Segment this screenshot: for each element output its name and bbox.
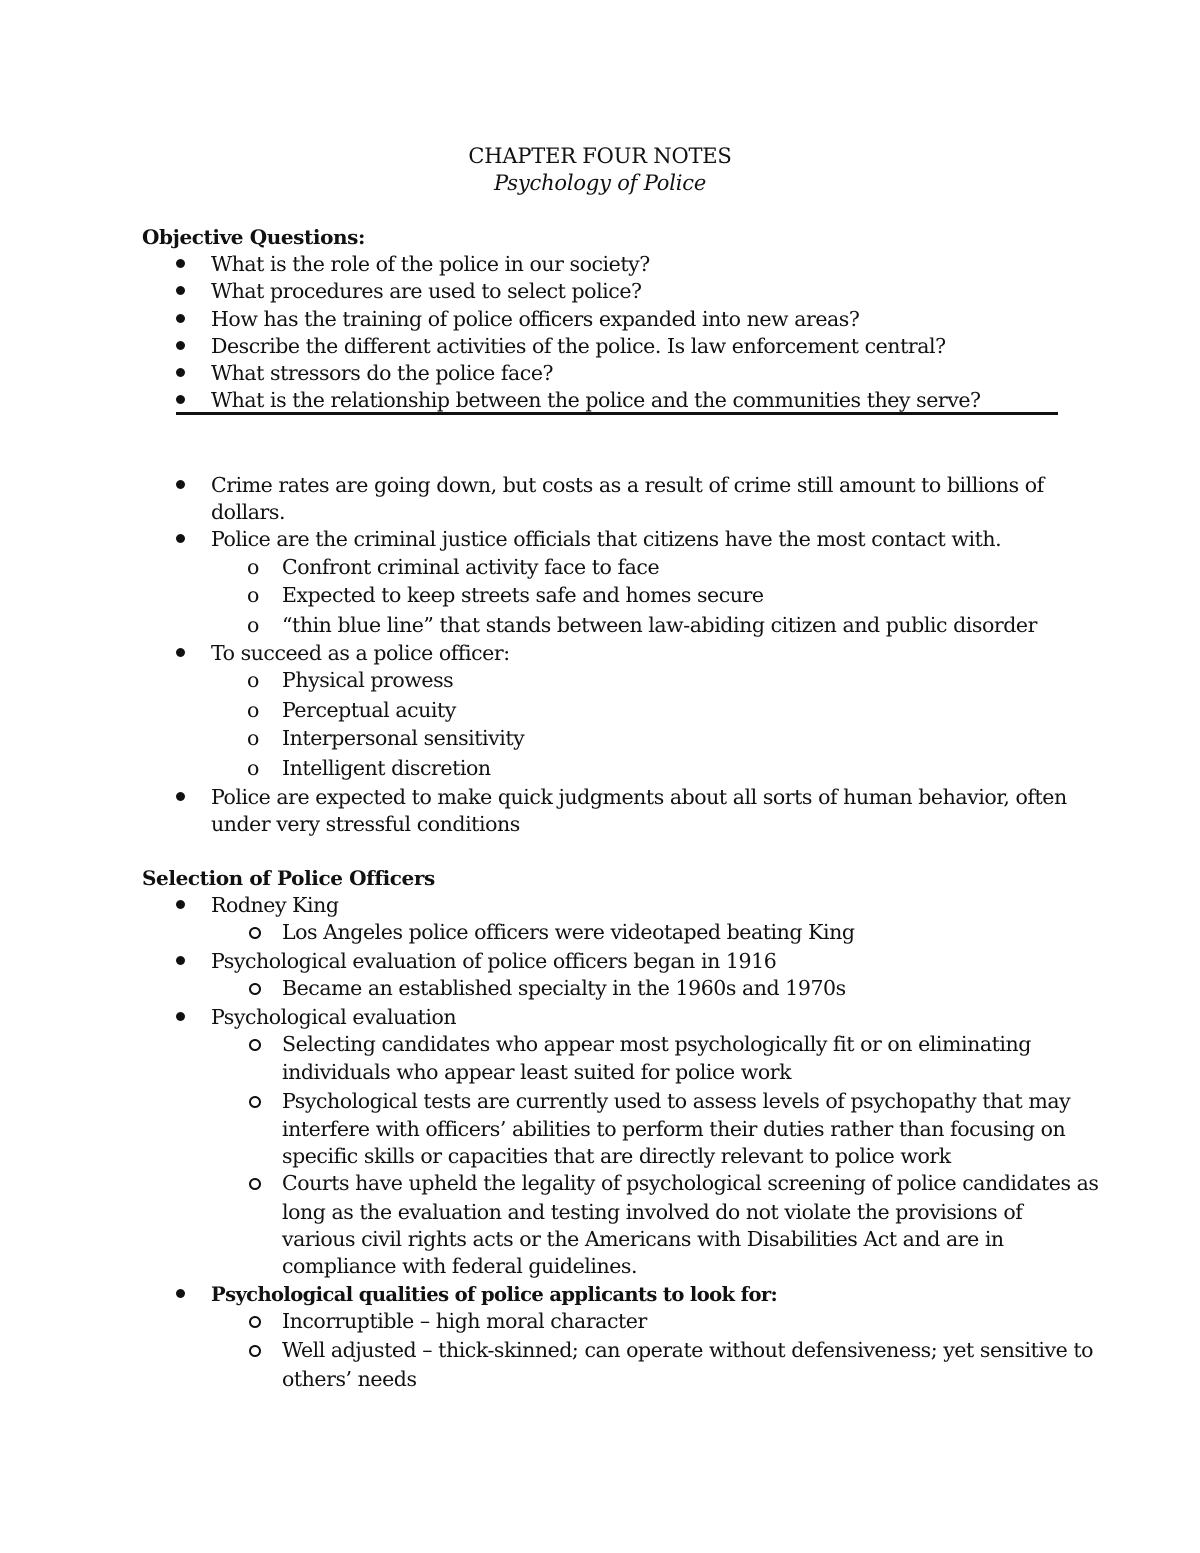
succeed-sub-3: Interpersonal sensitivity	[282, 726, 525, 750]
succeed-text: To succeed as a police officer:	[211, 641, 510, 665]
qualities-heading: Psychological qualities of police applicants to look for:	[211, 1283, 778, 1306]
bullet-icon	[176, 480, 185, 489]
police-contact-sub-3: “thin blue line” that stands between law-abiding citizen and public disorder	[282, 613, 1037, 637]
bullet-icon	[176, 286, 185, 295]
police-contact-text: Police are the criminal justice officials that citizens have the most contact with.	[211, 527, 1002, 551]
bullet-icon	[176, 259, 185, 268]
sub-bullet-marker: o	[247, 583, 260, 607]
sub-bullet-icon	[249, 983, 261, 995]
bullet-icon	[176, 1012, 185, 1021]
rodney-king-sub-1: Los Angeles police officers were videotaped beating King	[282, 920, 855, 944]
qualities-sub-2-line-1: Well adjusted – thick-skinned; can operate without defensiveness; yet sensitive to	[282, 1338, 1094, 1362]
psych-eval-sub-3-line-4: compliance with federal guidelines.	[282, 1254, 638, 1278]
crime-rates-line-1: Crime rates are going down, but costs as a result of crime still amount to billions of	[211, 473, 1044, 497]
page-title: CHAPTER FOUR NOTES	[468, 144, 732, 168]
sub-bullet-icon	[249, 1316, 261, 1328]
psych-eval-sub-1-line-2: individuals who appear least suited for police work	[282, 1060, 792, 1084]
sub-bullet-icon	[249, 1039, 261, 1051]
question-3: How has the training of police officers expanded into new areas?	[211, 307, 860, 331]
psych-eval-sub-2-line-2: interfere with officers’ abilities to perform their duties rather than focusing on	[282, 1117, 1066, 1141]
bullet-icon	[176, 395, 185, 404]
sub-bullet-marker: o	[247, 668, 260, 692]
quick-judgments-line-2: under very stressful conditions	[211, 812, 520, 836]
rodney-king-text: Rodney King	[211, 893, 339, 917]
question-2: What procedures are used to select police?	[211, 279, 642, 303]
question-5: What stressors do the police face?	[211, 361, 554, 385]
succeed-sub-2: Perceptual acuity	[282, 698, 456, 722]
bullet-icon	[176, 648, 185, 657]
police-contact-sub-1: Confront criminal activity face to face	[282, 555, 660, 579]
selection-heading: Selection of Police Officers	[142, 866, 435, 890]
sub-bullet-icon	[249, 1178, 261, 1190]
sub-bullet-marker: o	[247, 555, 260, 579]
qualities-sub-1: Incorruptible – high moral character	[282, 1309, 647, 1333]
bullet-icon	[176, 792, 185, 801]
bullet-icon	[176, 956, 185, 965]
psych-eval-sub-2-line-1: Psychological tests are currently used to assess levels of psychopathy that may	[282, 1089, 1071, 1113]
succeed-sub-1: Physical prowess	[282, 668, 454, 692]
bullet-icon	[176, 314, 185, 323]
bullet-icon	[176, 1289, 185, 1298]
sub-bullet-marker: o	[247, 756, 260, 780]
psych-eval-sub-3-line-1: Courts have upheld the legality of psychological screening of police candidates as	[282, 1171, 1099, 1195]
sub-bullet-icon	[249, 1096, 261, 1108]
quick-judgments-line-1: Police are expected to make quick judgments about all sorts of human behavior, often	[211, 785, 1067, 809]
psych-eval-sub-3-line-3: various civil rights acts or the Americans with Disabilities Act and are in	[282, 1227, 1004, 1251]
police-contact-sub-2: Expected to keep streets safe and homes secure	[282, 583, 764, 607]
sub-bullet-icon	[249, 1345, 261, 1357]
succeed-sub-4: Intelligent discretion	[282, 756, 491, 780]
sub-bullet-marker: o	[247, 698, 260, 722]
sub-bullet-icon	[249, 927, 261, 939]
bullet-icon	[176, 534, 185, 543]
psych-evaluation-text: Psychological evaluation	[211, 1005, 457, 1029]
page-subtitle: Psychology of Police	[493, 171, 707, 195]
qualities-sub-2-line-2: others’ needs	[282, 1367, 417, 1391]
bullet-icon	[176, 341, 185, 350]
psych-eval-sub-3-line-2: long as the evaluation and testing involved do not violate the provisions of	[282, 1200, 1023, 1224]
bullet-icon	[176, 900, 185, 909]
question-6: What is the relationship between the police and the communities they serve?	[211, 388, 981, 412]
psych-eval-sub-2-line-3: specific skills or capacities that are directly relevant to police work	[282, 1144, 951, 1168]
question-1: What is the role of the police in our society?	[211, 252, 650, 276]
evaluation-1916-sub-1: Became an established specialty in the 1960s and 1970s	[282, 976, 846, 1000]
section-divider	[176, 412, 1058, 415]
bullet-icon	[176, 368, 185, 377]
objective-questions-heading: Objective Questions:	[142, 225, 365, 249]
crime-rates-line-2: dollars.	[211, 500, 286, 524]
sub-bullet-marker: o	[247, 726, 260, 750]
evaluation-1916-text: Psychological evaluation of police officers began in 1916	[211, 949, 777, 973]
psych-eval-sub-1-line-1: Selecting candidates who appear most psychologically fit or on eliminating	[282, 1032, 1031, 1056]
sub-bullet-marker: o	[247, 613, 260, 637]
question-4: Describe the different activities of the police. Is law enforcement central?	[211, 334, 946, 358]
